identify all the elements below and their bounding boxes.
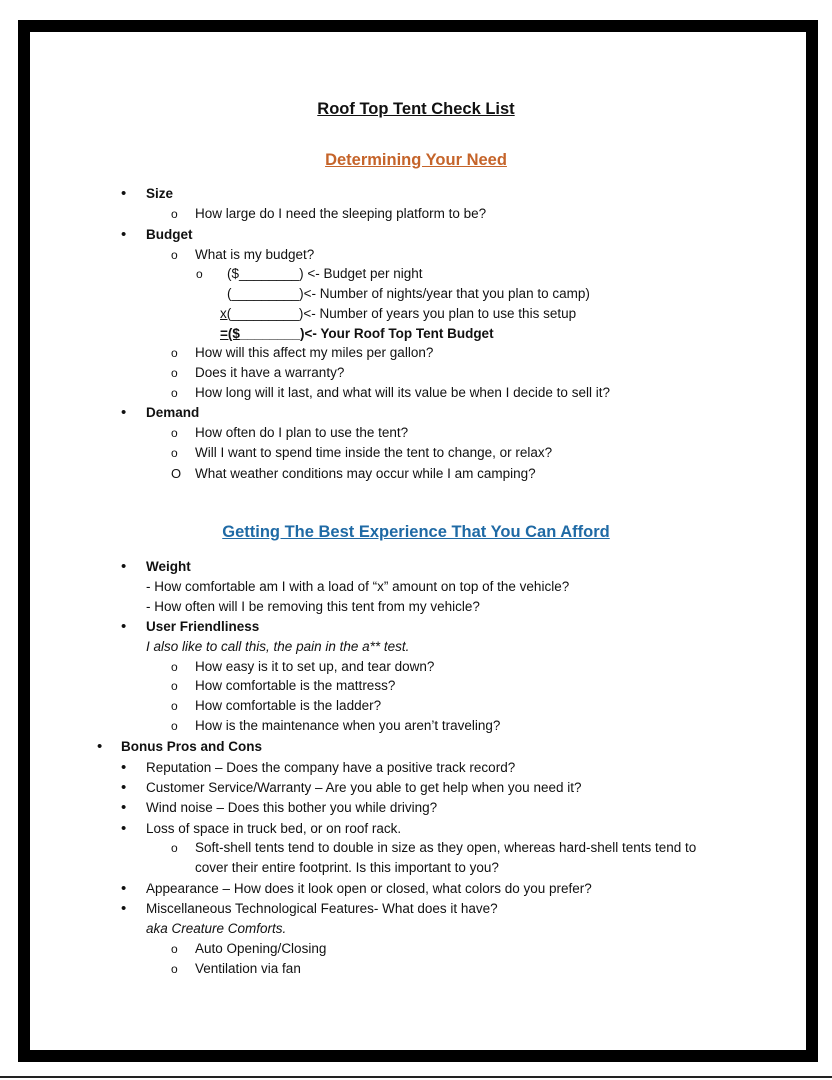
bonus-reputation: Reputation – Does the company have a positive track record? — [146, 760, 516, 775]
section-heading-best-experience: Getting The Best Experience That You Can Afford — [222, 523, 610, 541]
budget-calc-line-4: =($________)<- Your Roof Top Tent Budget — [220, 326, 494, 341]
size-label: Size — [146, 186, 174, 201]
bullet-icon: • — [121, 799, 127, 816]
circle-bullet-icon: o — [196, 267, 203, 281]
weight-question-load: - How comfortable am I with a load of “x” amount on top of the vehicle? — [146, 579, 570, 594]
bonus-customer-service: Customer Service/Warranty – Are you able to get help when you need it? — [146, 780, 582, 795]
bonus-ventilation: Ventilation via fan — [195, 961, 301, 976]
demand-question-inside: Will I want to spend time inside the tent to change, or relax? — [195, 445, 553, 460]
bonus-auto-opening: Auto Opening/Closing — [195, 941, 327, 956]
circle-bullet-icon: o — [171, 366, 178, 380]
circle-bullet-icon: o — [171, 248, 178, 262]
budget-question-value: How long will it last, and what will its value be when I decide to sell it? — [195, 385, 610, 400]
friendliness-label: User Friendliness — [146, 619, 260, 634]
weight-question-removing: - How often will I be removing this tent from my vehicle? — [146, 599, 480, 614]
circle-bullet-icon: o — [171, 346, 178, 360]
circle-bullet-icon: O — [171, 466, 182, 481]
budget-question-warranty: Does it have a warranty? — [195, 365, 345, 380]
circle-bullet-icon: o — [171, 942, 178, 956]
circle-bullet-icon: o — [171, 962, 178, 976]
bonus-shell-note-line-1: Soft-shell tents tend to double in size as they open, whereas hard-shell tents tend to — [195, 840, 697, 855]
circle-bullet-icon: o — [171, 719, 178, 733]
circle-bullet-icon: o — [171, 426, 178, 440]
demand-question-weather: What weather conditions may occur while I am camping? — [195, 466, 536, 481]
section-heading-determining-need: Determining Your Need — [325, 151, 507, 169]
bonus-appearance: Appearance – How does it look open or closed, what colors do you prefer? — [146, 881, 592, 896]
circle-bullet-icon: o — [171, 841, 178, 855]
bullet-icon: • — [121, 900, 127, 917]
bullet-icon: • — [121, 880, 127, 897]
bottom-rule — [0, 1076, 832, 1078]
bonus-tech-note: aka Creature Comforts. — [146, 921, 287, 936]
document-title: Roof Top Tent Check List — [317, 100, 515, 118]
demand-question-frequency: How often do I plan to use the tent? — [195, 425, 409, 440]
bullet-icon: • — [121, 226, 127, 243]
budget-calc-line-1: ($________) <- Budget per night — [227, 266, 423, 281]
bullet-icon: • — [121, 779, 127, 796]
budget-question-mpg: How will this affect my miles per gallon? — [195, 345, 434, 360]
friendliness-question-maintenance: How is the maintenance when you aren’t traveling? — [195, 718, 501, 733]
demand-label: Demand — [146, 405, 200, 420]
bullet-icon: • — [121, 618, 127, 635]
size-question: How large do I need the sleeping platform to be? — [195, 206, 487, 221]
bonus-tech-features: Miscellaneous Technological Features- What does it have? — [146, 901, 498, 916]
bonus-label: Bonus Pros and Cons — [121, 739, 263, 754]
bullet-icon: • — [97, 738, 103, 755]
friendliness-question-setup: How easy is it to set up, and tear down? — [195, 659, 435, 674]
circle-bullet-icon: o — [171, 679, 178, 693]
circle-bullet-icon: o — [171, 446, 178, 460]
friendliness-note: I also like to call this, the pain in the a** test. — [146, 639, 410, 654]
budget-label: Budget — [146, 227, 193, 242]
bullet-icon: • — [121, 185, 127, 202]
bonus-wind-noise: Wind noise – Does this bother you while driving? — [146, 800, 438, 815]
circle-bullet-icon: o — [171, 660, 178, 674]
weight-label: Weight — [146, 559, 191, 574]
bullet-icon: • — [121, 820, 127, 837]
circle-bullet-icon: o — [171, 699, 178, 713]
friendliness-question-mattress: How comfortable is the mattress? — [195, 678, 396, 693]
circle-bullet-icon: o — [171, 386, 178, 400]
friendliness-question-ladder: How comfortable is the ladder? — [195, 698, 382, 713]
bullet-icon: • — [121, 558, 127, 575]
circle-bullet-icon: o — [171, 207, 178, 221]
budget-question: What is my budget? — [195, 247, 315, 262]
bonus-shell-note-line-2: cover their entire footprint. Is this important to you? — [195, 860, 499, 875]
bullet-icon: • — [121, 404, 127, 421]
bonus-loss-of-space: Loss of space in truck bed, or on roof rack. — [146, 821, 402, 836]
bullet-icon: • — [121, 759, 127, 776]
budget-calc-line-2: (_________)<- Number of nights/year that you plan to camp) — [227, 286, 590, 301]
budget-calc-line-3: x(_________)<- Number of years you plan to use this setup — [220, 306, 577, 321]
